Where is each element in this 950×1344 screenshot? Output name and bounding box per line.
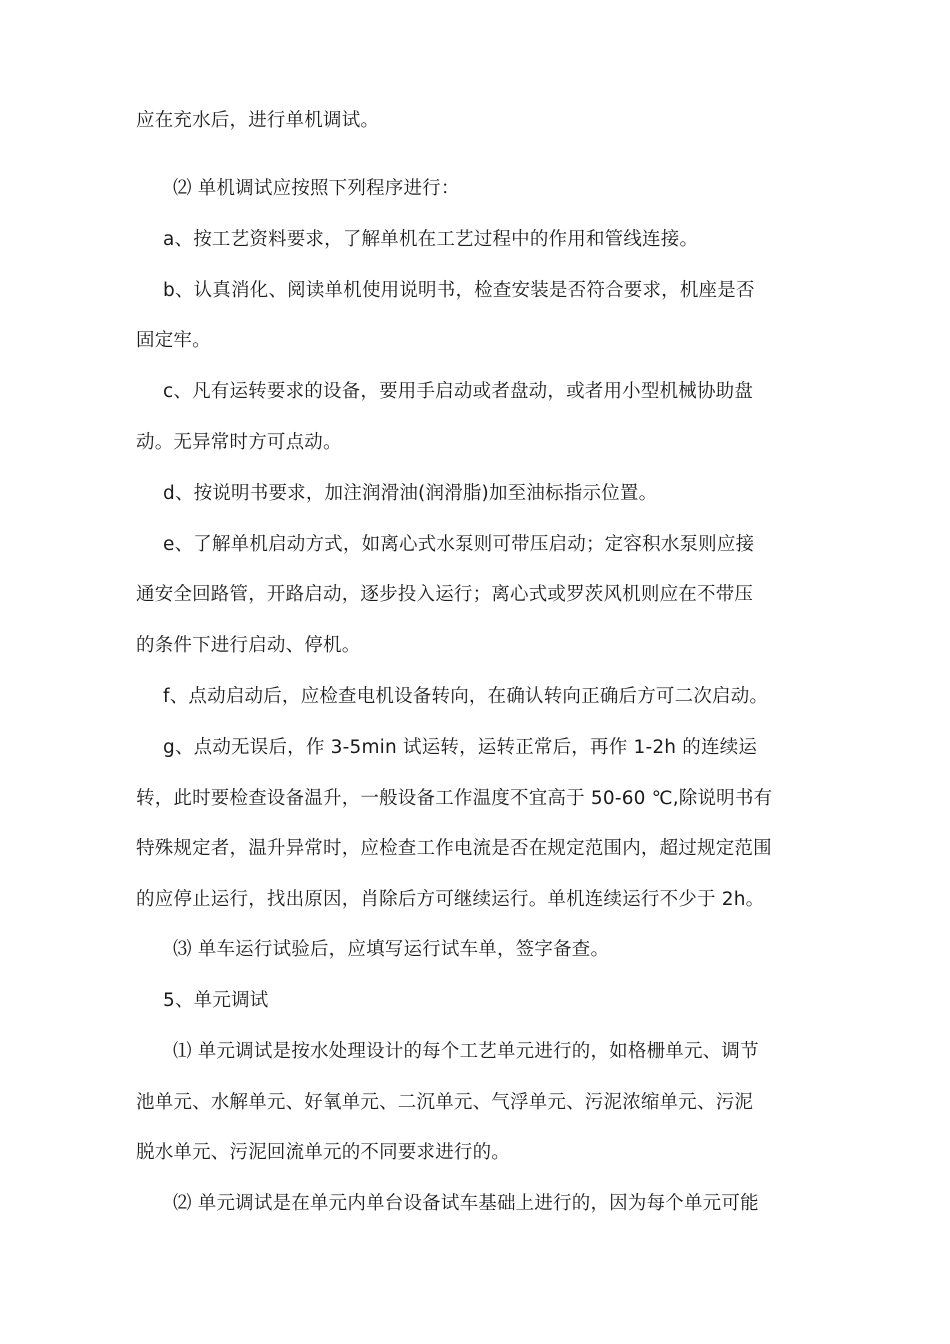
text-line-21: 脱水单元、污泥回流单元的不同要求进行的。 bbox=[136, 1142, 511, 1163]
text-line-3: a、按工艺资料要求，了解单机在工艺过程中的作用和管线连接。 bbox=[163, 229, 699, 250]
text-line-1: 应在充水后，进行单机调试。 bbox=[136, 110, 380, 131]
text-line-9: e、了解单机启动方式，如离心式水泵则可带压启动；定容积水泵则应接 bbox=[163, 534, 755, 555]
text-line-16: 的应停止运行，找出原因，肖除后方可继续运行。单机连续运行不少于 2h。 bbox=[136, 889, 765, 910]
section-heading-unit-debugging: 5、单元调试 bbox=[163, 990, 269, 1011]
text-line-5: 固定牢。 bbox=[136, 330, 211, 351]
text-line-7: 动。无异常时方可点动。 bbox=[136, 432, 342, 453]
text-line-22: ⑵ 单元调试是在单元内单台设备试车基础上进行的，因为每个单元可能 bbox=[173, 1193, 759, 1214]
text-line-11: 的条件下进行启动、停机。 bbox=[136, 635, 361, 656]
text-line-17: ⑶ 单车运行试验后，应填写运行试车单，签字备查。 bbox=[173, 939, 610, 960]
text-line-4: b、认真消化、阅读单机使用说明书，检查安装是否符合要求，机座是否 bbox=[163, 280, 755, 301]
text-line-15: 特殊规定者，温升异常时，应检查工作电流是否在规定范围内，超过规定范围 bbox=[136, 838, 772, 859]
text-line-19: ⑴ 单元调试是按水处理设计的每个工艺单元进行的，如格栅单元、调节 bbox=[173, 1041, 759, 1062]
text-line-14: 转，此时要检查设备温升，一般设备工作温度不宜高于 50-60 ℃,除说明书有 bbox=[136, 788, 773, 809]
text-line-13: g、点动无误后，作 3-5min 试运转，运转正常后，再作 1-2h 的连续运 bbox=[163, 737, 758, 758]
text-line-6: c、凡有运转要求的设备，要用手启动或者盘动，或者用小型机械协助盘 bbox=[163, 381, 754, 402]
text-line-8: d、按说明书要求，加注润滑油(润滑脂)加至油标指示位置。 bbox=[163, 483, 658, 504]
text-line-20: 池单元、水解单元、好氧单元、二沉单元、气浮单元、污泥浓缩单元、污泥 bbox=[136, 1092, 754, 1113]
text-line-10: 通安全回路管，开路启动，逐步投入运行；离心式或罗茨风机则应在不带压 bbox=[136, 584, 754, 605]
text-line-12: f、点动启动后，应检查电机设备转向，在确认转向正确后方可二次启动。 bbox=[163, 686, 769, 707]
text-line-2: ⑵ 单机调试应按照下列程序进行： bbox=[173, 178, 460, 199]
